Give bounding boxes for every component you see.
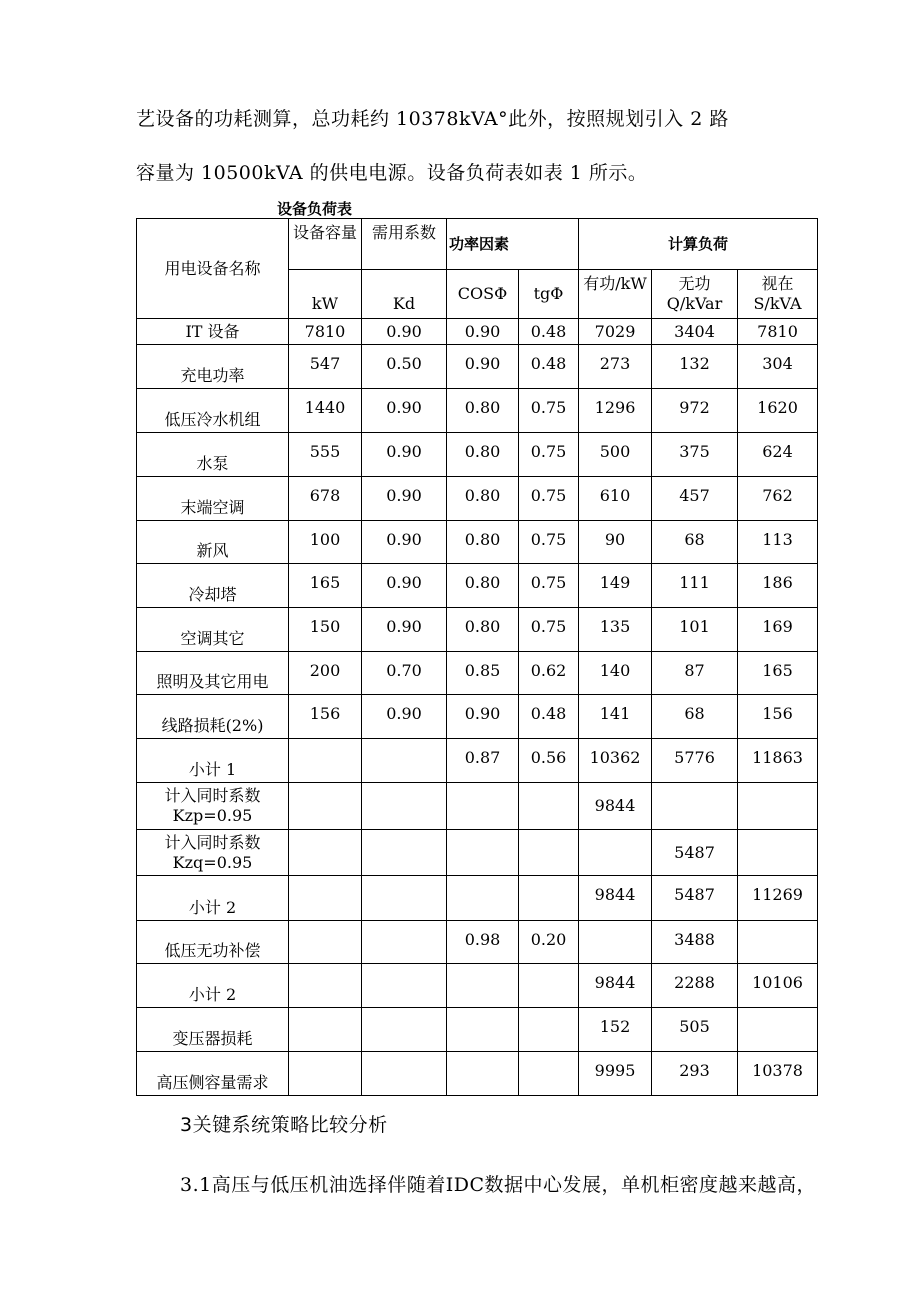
header-reactive-line-2: Q/kVar	[666, 294, 723, 313]
cell-active-power: 610	[579, 477, 652, 521]
cell-capacity	[289, 783, 362, 830]
header-power-factor: 功率因素	[447, 219, 579, 270]
table-row	[137, 783, 818, 830]
table-row	[137, 652, 818, 695]
header-row-1	[137, 219, 818, 270]
cell-cos-phi: 0.80	[447, 564, 519, 608]
cell-reactive-power: 111	[652, 564, 738, 608]
header-reactive-line-1: 无功	[678, 274, 711, 293]
cell-active-power: 273	[579, 345, 652, 389]
header-reactive-power	[652, 270, 738, 319]
cell-reactive-power: 293	[652, 1052, 738, 1096]
cell-tg-phi	[519, 1008, 579, 1052]
cell-apparent-power: 762	[738, 477, 818, 521]
cell-tg-phi: 0.75	[519, 477, 579, 521]
cell-active-power: 10362	[579, 739, 652, 783]
cell-device-name: 末端空调	[137, 477, 289, 521]
cell-active-power: 149	[579, 564, 652, 608]
cell-reactive-power: 132	[652, 345, 738, 389]
table-row	[137, 876, 818, 921]
cell-device-name: 小计 2	[137, 964, 289, 1008]
cell-tg-phi: 0.75	[519, 564, 579, 608]
cell-cos-phi	[447, 964, 519, 1008]
cell-apparent-power: 1620	[738, 389, 818, 433]
table-row	[137, 477, 818, 521]
cell-apparent-power: 304	[738, 345, 818, 389]
cell-apparent-power	[738, 921, 818, 964]
cell-tg-phi	[519, 830, 579, 876]
cell-demand-factor	[362, 1052, 447, 1096]
cell-active-power	[579, 830, 652, 876]
cell-demand-factor	[362, 1008, 447, 1052]
cell-active-power: 7029	[579, 319, 652, 345]
cell-tg-phi: 0.62	[519, 652, 579, 695]
cell-cos-phi	[447, 783, 519, 830]
cell-apparent-power: 169	[738, 608, 818, 652]
cell-demand-factor	[362, 876, 447, 921]
header-device-name: 用电设备名称	[137, 219, 289, 319]
cell-apparent-power: 113	[738, 521, 818, 564]
cell-device-name: 新风	[137, 521, 289, 564]
cell-cos-phi: 0.90	[447, 695, 519, 739]
cell-reactive-power: 87	[652, 652, 738, 695]
cell-cos-phi: 0.90	[447, 319, 519, 345]
cell-tg-phi: 0.75	[519, 433, 579, 477]
header-demand-factor: 需用系数	[362, 219, 447, 270]
body-paragraph-2: 容量为 10500kVA 的供电电源。设备负荷表如表 1 所示。	[136, 162, 648, 184]
cell-device-name: 照明及其它用电	[137, 652, 289, 695]
cell-reactive-power: 68	[652, 695, 738, 739]
cell-demand-factor	[362, 964, 447, 1008]
cell-active-power: 1296	[579, 389, 652, 433]
cell-demand-factor	[362, 830, 447, 876]
cell-cos-phi	[447, 1008, 519, 1052]
cell-apparent-power: 156	[738, 695, 818, 739]
cell-cos-phi: 0.80	[447, 433, 519, 477]
cell-apparent-power	[738, 1008, 818, 1052]
cell-device-name: 小计 1	[137, 739, 289, 783]
cell-demand-factor: 0.90	[362, 695, 447, 739]
cell-demand-factor	[362, 921, 447, 964]
cell-capacity	[289, 876, 362, 921]
cell-active-power: 152	[579, 1008, 652, 1052]
cell-cos-phi: 0.87	[447, 739, 519, 783]
cell-apparent-power: 186	[738, 564, 818, 608]
table-row	[137, 739, 818, 783]
cell-cos-phi	[447, 830, 519, 876]
cell-active-power: 135	[579, 608, 652, 652]
cell-device-name: 计入同时系数 Kzq=0.95	[137, 830, 289, 876]
cell-reactive-power: 5487	[652, 830, 738, 876]
cell-active-power: 90	[579, 521, 652, 564]
header-capacity-unit: kW	[289, 270, 362, 319]
cell-tg-phi: 0.75	[519, 521, 579, 564]
cell-cos-phi	[447, 876, 519, 921]
cell-reactive-power: 457	[652, 477, 738, 521]
cell-reactive-power	[652, 783, 738, 830]
cell-capacity	[289, 739, 362, 783]
cell-apparent-power: 624	[738, 433, 818, 477]
cell-capacity	[289, 1052, 362, 1096]
header-kd: Kd	[362, 270, 447, 319]
cell-capacity: 1440	[289, 389, 362, 433]
equipment-load-table	[136, 218, 818, 1096]
cell-reactive-power: 505	[652, 1008, 738, 1052]
cell-tg-phi: 0.75	[519, 389, 579, 433]
cell-tg-phi	[519, 783, 579, 830]
cell-device-name: 空调其它	[137, 608, 289, 652]
cell-reactive-power: 3404	[652, 319, 738, 345]
cell-device-name: 线路损耗(2%)	[137, 695, 289, 739]
table-row	[137, 433, 818, 477]
table-row	[137, 345, 818, 389]
cell-apparent-power: 10378	[738, 1052, 818, 1096]
cell-demand-factor: 0.90	[362, 319, 447, 345]
cell-tg-phi: 0.20	[519, 921, 579, 964]
cell-tg-phi	[519, 876, 579, 921]
header-capacity: 设备容量	[289, 219, 362, 270]
cell-reactive-power: 5776	[652, 739, 738, 783]
cell-apparent-power: 11863	[738, 739, 818, 783]
cell-demand-factor: 0.90	[362, 608, 447, 652]
cell-capacity: 156	[289, 695, 362, 739]
cell-cos-phi: 0.80	[447, 477, 519, 521]
cell-active-power: 9844	[579, 876, 652, 921]
cell-demand-factor: 0.90	[362, 564, 447, 608]
cell-active-power: 9844	[579, 783, 652, 830]
cell-active-power: 500	[579, 433, 652, 477]
cell-device-name: 充电功率	[137, 345, 289, 389]
cell-demand-factor: 0.70	[362, 652, 447, 695]
header-calculated-load: 计算负荷	[579, 219, 818, 270]
table-row	[137, 389, 818, 433]
cell-device-name: 小计 2	[137, 876, 289, 921]
table-row	[137, 1008, 818, 1052]
cell-cos-phi: 0.85	[447, 652, 519, 695]
header-apparent-power	[738, 270, 818, 319]
cell-capacity: 547	[289, 345, 362, 389]
cell-reactive-power: 2288	[652, 964, 738, 1008]
header-apparent-line-2: S/kVA	[753, 294, 802, 313]
table-row	[137, 319, 818, 345]
cell-device-name: 低压无功补偿	[137, 921, 289, 964]
cell-demand-factor: 0.50	[362, 345, 447, 389]
cell-cos-phi	[447, 1052, 519, 1096]
table-row	[137, 695, 818, 739]
table-row	[137, 830, 818, 876]
cell-tg-phi	[519, 1052, 579, 1096]
cell-reactive-power: 972	[652, 389, 738, 433]
cell-capacity: 150	[289, 608, 362, 652]
table-row	[137, 608, 818, 652]
cell-apparent-power: 10106	[738, 964, 818, 1008]
cell-device-name: 冷却塔	[137, 564, 289, 608]
cell-reactive-power: 375	[652, 433, 738, 477]
cell-apparent-power: 7810	[738, 319, 818, 345]
cell-active-power: 140	[579, 652, 652, 695]
header-tg: tgΦ	[519, 270, 579, 319]
cell-demand-factor	[362, 739, 447, 783]
cell-apparent-power: 11269	[738, 876, 818, 921]
cell-reactive-power: 68	[652, 521, 738, 564]
header-apparent-line-1: 视在	[761, 274, 794, 293]
cell-cos-phi: 0.98	[447, 921, 519, 964]
cell-demand-factor	[362, 783, 447, 830]
cell-device-name: 水泵	[137, 433, 289, 477]
cell-cos-phi: 0.80	[447, 608, 519, 652]
cell-device-name: 变压器损耗	[137, 1008, 289, 1052]
table-row	[137, 1052, 818, 1096]
cell-device-name: 低压冷水机组	[137, 389, 289, 433]
cell-capacity: 678	[289, 477, 362, 521]
cell-capacity	[289, 964, 362, 1008]
cell-active-power: 141	[579, 695, 652, 739]
cell-device-name: IT 设备	[137, 319, 289, 345]
body-paragraph-3: 3.1高压与低压机油选择伴随着IDC数据中心发展，单机柜密度越来越高，	[180, 1174, 816, 1196]
header-cos: COSΦ	[447, 270, 519, 319]
cell-capacity: 200	[289, 652, 362, 695]
cell-tg-phi: 0.48	[519, 695, 579, 739]
cell-device-name: 高压侧容量需求	[137, 1052, 289, 1096]
cell-capacity	[289, 921, 362, 964]
cell-demand-factor: 0.90	[362, 389, 447, 433]
cell-tg-phi: 0.75	[519, 608, 579, 652]
cell-tg-phi: 0.56	[519, 739, 579, 783]
cell-cos-phi: 0.80	[447, 389, 519, 433]
cell-tg-phi: 0.48	[519, 345, 579, 389]
cell-capacity	[289, 830, 362, 876]
cell-tg-phi: 0.48	[519, 319, 579, 345]
cell-capacity: 7810	[289, 319, 362, 345]
body-paragraph-1: 艺设备的功耗测算，总功耗约 10378kVA°此外，按照规划引入 2 路	[136, 108, 729, 130]
cell-reactive-power: 5487	[652, 876, 738, 921]
cell-capacity: 100	[289, 521, 362, 564]
cell-active-power: 9844	[579, 964, 652, 1008]
cell-demand-factor: 0.90	[362, 477, 447, 521]
table-row	[137, 521, 818, 564]
header-active-power: 有功/kW	[579, 270, 652, 319]
cell-apparent-power: 165	[738, 652, 818, 695]
cell-reactive-power: 3488	[652, 921, 738, 964]
cell-capacity	[289, 1008, 362, 1052]
cell-apparent-power	[738, 830, 818, 876]
table-row	[137, 964, 818, 1008]
table-row	[137, 921, 818, 964]
cell-reactive-power: 101	[652, 608, 738, 652]
cell-active-power	[579, 921, 652, 964]
cell-capacity: 555	[289, 433, 362, 477]
cell-cos-phi: 0.80	[447, 521, 519, 564]
section-heading: 3关键系统策略比较分析	[180, 1114, 388, 1136]
cell-capacity: 165	[289, 564, 362, 608]
table-row	[137, 564, 818, 608]
cell-device-name: 计入同时系数 Kzp=0.95	[137, 783, 289, 830]
cell-apparent-power	[738, 783, 818, 830]
cell-active-power: 9995	[579, 1052, 652, 1096]
table-caption: 设备负荷表	[277, 200, 353, 218]
cell-demand-factor: 0.90	[362, 521, 447, 564]
cell-tg-phi	[519, 964, 579, 1008]
cell-cos-phi: 0.90	[447, 345, 519, 389]
cell-demand-factor: 0.90	[362, 433, 447, 477]
